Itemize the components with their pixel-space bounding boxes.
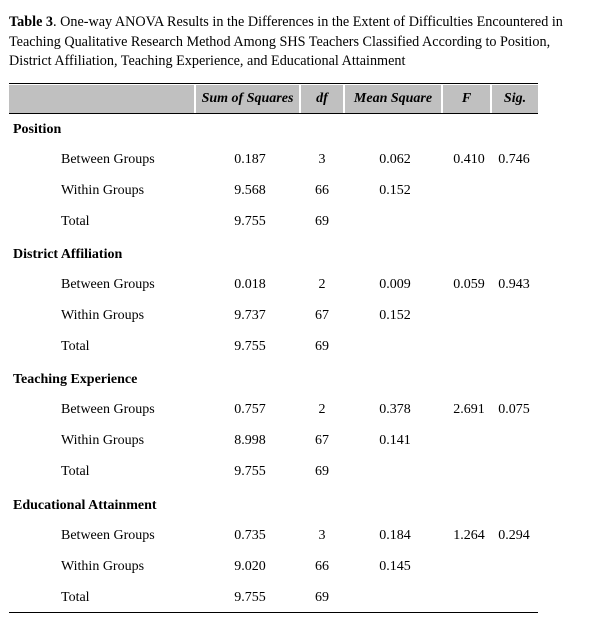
table-row xyxy=(9,588,538,608)
row-label: Between Groups xyxy=(61,152,155,167)
cell-ss: 9.755 xyxy=(234,214,266,229)
cell-sig: 0.943 xyxy=(498,277,530,292)
cell-f: 1.264 xyxy=(453,528,485,543)
cell-df: 66 xyxy=(315,559,329,574)
row-label: Within Groups xyxy=(61,183,145,198)
cell-df: 67 xyxy=(315,308,329,323)
group-title: Educational Attainment xyxy=(13,498,157,513)
row-label: Between Groups xyxy=(61,528,155,543)
table-row xyxy=(9,337,538,357)
cell-ss: 9.755 xyxy=(234,339,266,354)
cell-ss: 9.755 xyxy=(234,464,266,479)
table-row xyxy=(9,400,538,420)
group-title-row xyxy=(9,370,538,390)
table-bottom-rule xyxy=(9,612,538,613)
cell-ss: 9.568 xyxy=(234,183,266,198)
cell-ss: 9.020 xyxy=(234,559,266,574)
cell-ms: 0.184 xyxy=(379,528,411,543)
group-title-row xyxy=(9,496,538,516)
cell-ss: 0.735 xyxy=(234,528,266,543)
cell-df: 69 xyxy=(315,590,329,605)
table-row xyxy=(9,526,538,546)
row-label: Total xyxy=(61,339,90,354)
header-df: df xyxy=(301,85,343,113)
row-label: Total xyxy=(61,214,90,229)
cell-ss: 9.755 xyxy=(234,590,266,605)
cell-f: 0.059 xyxy=(453,277,485,292)
cell-df: 67 xyxy=(315,433,329,448)
header-blank-cell xyxy=(9,85,194,113)
cell-df: 2 xyxy=(318,402,326,417)
row-label: Total xyxy=(61,464,90,479)
table-row xyxy=(9,212,538,232)
cell-sig: 0.746 xyxy=(498,152,530,167)
anova-table xyxy=(9,83,538,613)
header-sig: Sig. xyxy=(492,85,538,113)
table-row xyxy=(9,181,538,201)
cell-sig: 0.075 xyxy=(498,402,530,417)
cell-f: 2.691 xyxy=(453,402,485,417)
cell-sig: 0.294 xyxy=(498,528,530,543)
cell-ms: 0.152 xyxy=(379,308,411,323)
row-label: Between Groups xyxy=(61,402,155,417)
table-caption xyxy=(9,13,591,72)
group-title: Position xyxy=(13,122,62,137)
cell-ms: 0.141 xyxy=(379,433,411,448)
cell-df: 3 xyxy=(318,528,326,543)
table-top-rule xyxy=(9,83,538,84)
table-row xyxy=(9,462,538,482)
cell-ms: 0.145 xyxy=(379,559,411,574)
cell-df: 69 xyxy=(315,214,329,229)
group-title: District Affiliation xyxy=(13,247,123,262)
cell-df: 2 xyxy=(318,277,326,292)
cell-ss: 9.737 xyxy=(234,308,266,323)
header-sum-of-squares: Sum of Squares xyxy=(196,85,299,113)
group-title: Teaching Experience xyxy=(13,372,138,387)
header-f: F xyxy=(443,85,490,113)
row-label: Within Groups xyxy=(61,433,145,448)
table-row xyxy=(9,150,538,170)
row-label: Total xyxy=(61,590,90,605)
cell-ss: 8.998 xyxy=(234,433,266,448)
table-header-rule xyxy=(9,113,538,114)
cell-df: 69 xyxy=(315,339,329,354)
table-label: Table 3 xyxy=(9,14,54,30)
row-label: Within Groups xyxy=(61,308,145,323)
cell-f: 0.410 xyxy=(453,152,485,167)
cell-ss: 0.757 xyxy=(234,402,266,417)
table-caption-text: . One-way ANOVA Results in the Differences in the Extent of Difficulties Encountered in Teaching Qualitative Research Method Among SHS Teachers Classified According to Position, District Affiliation, Teaching Experience, and Educational Attainment xyxy=(9,14,563,69)
cell-ms: 0.152 xyxy=(379,183,411,198)
group-title-row xyxy=(9,245,538,265)
cell-ms: 0.378 xyxy=(379,402,411,417)
cell-df: 3 xyxy=(318,152,326,167)
table-header-row xyxy=(9,85,538,113)
header-mean-square: Mean Square xyxy=(345,85,441,113)
cell-ms: 0.062 xyxy=(379,152,411,167)
cell-ms: 0.009 xyxy=(379,277,411,292)
row-label: Between Groups xyxy=(61,277,155,292)
cell-df: 66 xyxy=(315,183,329,198)
cell-ss: 0.018 xyxy=(234,277,266,292)
table-row xyxy=(9,431,538,451)
table-row xyxy=(9,557,538,577)
group-title-row xyxy=(9,120,538,140)
table-row xyxy=(9,275,538,295)
row-label: Within Groups xyxy=(61,559,145,574)
cell-df: 69 xyxy=(315,464,329,479)
cell-ss: 0.187 xyxy=(234,152,266,167)
table-row xyxy=(9,306,538,326)
